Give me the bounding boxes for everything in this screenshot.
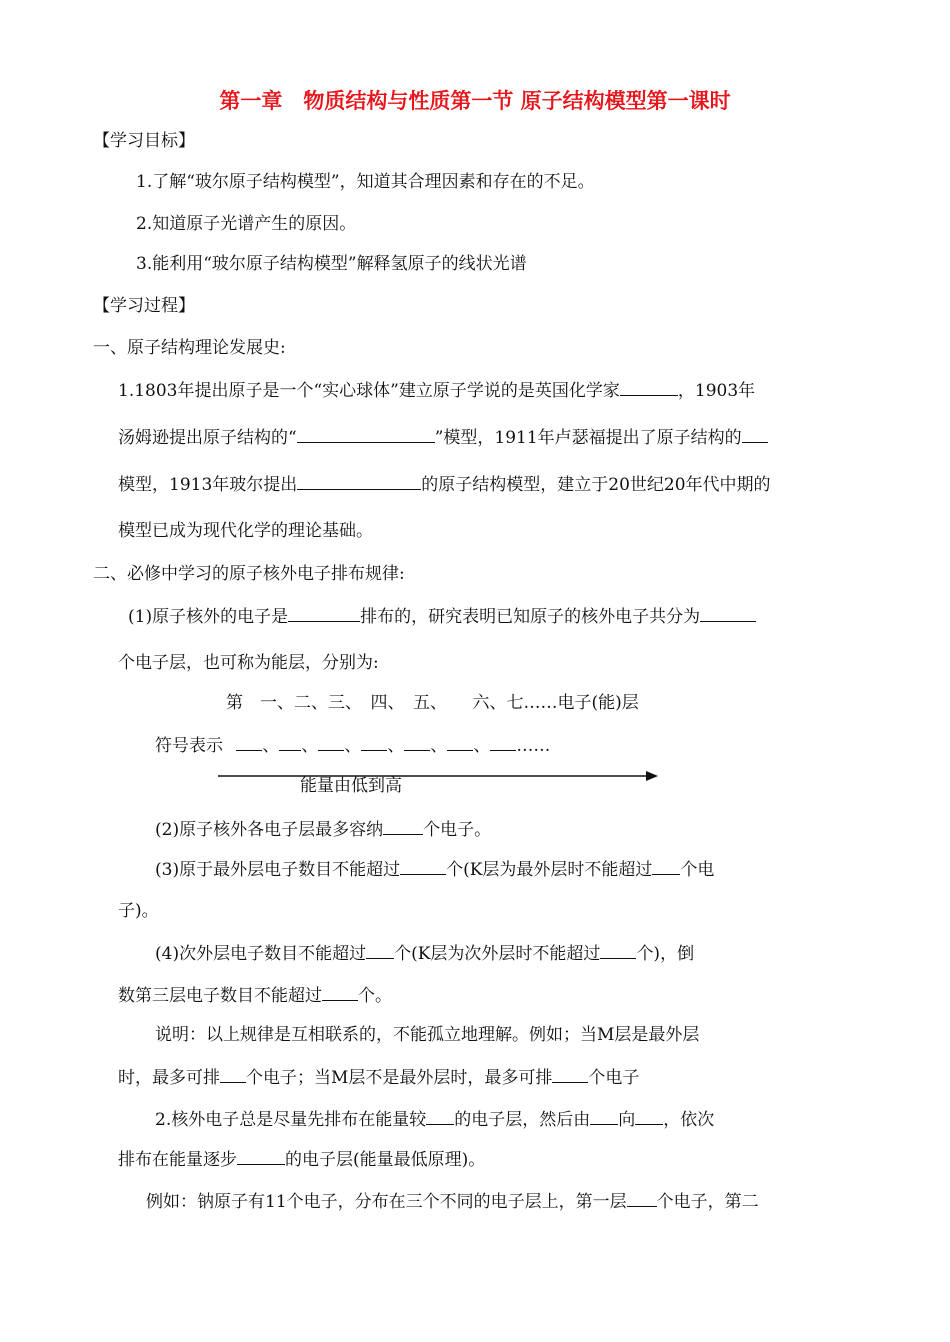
answer-blank[interactable] bbox=[366, 941, 394, 959]
text: 个电子，第二 bbox=[656, 1192, 759, 1212]
goal-item: 1.了解“玻尔原子结构模型”，知道其合理因素和存在的不足。 bbox=[136, 172, 595, 192]
text: 排布在能量逐步 bbox=[118, 1150, 237, 1170]
text: (1)原子核外的电子是 bbox=[128, 607, 289, 627]
answer-blank[interactable] bbox=[600, 941, 636, 959]
dots: …… bbox=[516, 736, 551, 756]
answer-blank[interactable] bbox=[404, 733, 430, 751]
answer-blank[interactable] bbox=[288, 604, 360, 622]
text: 个电 bbox=[680, 860, 715, 880]
goal-item: 2.知道原子光谱产生的原因。 bbox=[136, 214, 357, 234]
text: 向 bbox=[618, 1110, 636, 1130]
text: 个(K层为次外层时不能超过 bbox=[394, 944, 601, 964]
rule-4-line-1 bbox=[155, 941, 694, 966]
text: 2.核外电子总是尽量先排布在能量较 bbox=[155, 1110, 427, 1130]
rule-3-line-2: 子)。 bbox=[118, 901, 159, 921]
rule-q2-line-1 bbox=[155, 1107, 714, 1132]
rule-2 bbox=[155, 817, 491, 842]
history-line-2 bbox=[118, 425, 768, 450]
answer-blank[interactable] bbox=[620, 378, 678, 396]
note-line-2 bbox=[118, 1065, 639, 1090]
answer-blank[interactable] bbox=[279, 733, 301, 751]
answer-blank[interactable] bbox=[742, 425, 768, 443]
text: 数第三层电子数目不能超过 bbox=[118, 986, 322, 1006]
text: 排布的，研究表明已知原子的核外电子共分为 bbox=[360, 607, 701, 627]
text: 的电子层，然后由 bbox=[454, 1110, 591, 1130]
text: 1.1803年提出原子是一个“实心球体”建立原子学说的是英国化学家 bbox=[118, 381, 620, 401]
example-line bbox=[146, 1189, 759, 1214]
separator: 、 bbox=[473, 736, 491, 756]
answer-blank[interactable] bbox=[447, 733, 473, 751]
answer-blank[interactable] bbox=[220, 1065, 246, 1083]
answer-blank[interactable] bbox=[297, 425, 435, 443]
text: (2)原子核外各电子层最多容纳 bbox=[155, 820, 384, 840]
history-line-3 bbox=[118, 472, 771, 497]
goals-heading: 【学习目标】 bbox=[93, 131, 195, 151]
rule-3-line-1 bbox=[155, 857, 714, 882]
answer-blank[interactable] bbox=[552, 1065, 588, 1083]
text: (4)次外层电子数目不能超过 bbox=[155, 944, 367, 964]
text: 个(K层为最外层时不能超过 bbox=[446, 860, 653, 880]
text: 的电子层(能量最低原理)。 bbox=[285, 1150, 486, 1170]
section-2-heading: 二、必修中学习的原子核外电子排布规律: bbox=[93, 564, 405, 584]
note-line-1: 说明：以上规律是互相联系的，不能孤立地理解。例如；当M层是最外层 bbox=[155, 1025, 700, 1045]
history-line-4: 模型已成为现代化学的理论基础。 bbox=[118, 521, 373, 541]
answer-blank[interactable] bbox=[361, 733, 387, 751]
rule-q2-line-2 bbox=[118, 1147, 485, 1172]
answer-blank[interactable] bbox=[400, 857, 446, 875]
text: 个。 bbox=[358, 986, 392, 1006]
answer-blank[interactable] bbox=[236, 733, 262, 751]
goal-item: 3.能利用“玻尔原子结构模型”解释氢原子的线状光谱 bbox=[136, 254, 527, 274]
text: 个)，倒 bbox=[636, 944, 695, 964]
answer-blank[interactable] bbox=[297, 472, 421, 490]
symbol-label: 符号表示 bbox=[155, 736, 223, 756]
text: (3)原于最外层电子数目不能超过 bbox=[155, 860, 401, 880]
text: 个电子；当M层不是最外层时，最多可排 bbox=[246, 1068, 553, 1088]
text: 例如：钠原子有11个电子，分布在三个不同的电子层上，第一层 bbox=[146, 1192, 627, 1212]
answer-blank[interactable] bbox=[322, 983, 358, 1001]
answer-blank[interactable] bbox=[237, 1147, 285, 1165]
text: 汤姆逊提出原子结构的“ bbox=[118, 428, 297, 448]
answer-blank[interactable] bbox=[700, 604, 756, 622]
answer-blank[interactable] bbox=[652, 857, 680, 875]
rule-4-line-2 bbox=[118, 983, 392, 1008]
answer-blank[interactable] bbox=[426, 1107, 454, 1125]
answer-blank[interactable] bbox=[318, 733, 344, 751]
text: 的原子结构模型，建立于20世纪20年代中期的 bbox=[421, 475, 771, 495]
separator: 、 bbox=[387, 736, 405, 756]
text: 模型，1913年玻尔提出 bbox=[118, 475, 298, 495]
text: ”模型，1911年卢瑟福提出了原子结构的 bbox=[434, 428, 742, 448]
separator: 、 bbox=[262, 736, 280, 756]
text: ，1903年 bbox=[677, 381, 756, 401]
history-line-1 bbox=[118, 378, 755, 403]
energy-label: 能量由低到高 bbox=[300, 776, 402, 796]
separator: 、 bbox=[344, 736, 362, 756]
symbol-row bbox=[155, 733, 550, 758]
answer-blank[interactable] bbox=[383, 817, 423, 835]
answer-blank[interactable] bbox=[590, 1107, 618, 1125]
section-1-heading: 一、原子结构理论发展史: bbox=[93, 338, 286, 358]
answer-blank[interactable] bbox=[635, 1107, 663, 1125]
rule-1-line-2: 个电子层，也可称为能层，分别为: bbox=[118, 653, 379, 673]
process-heading: 【学习过程】 bbox=[93, 296, 195, 316]
text: 个电子。 bbox=[423, 820, 492, 840]
answer-blank[interactable] bbox=[490, 733, 516, 751]
separator: 、 bbox=[301, 736, 319, 756]
text: 个电子 bbox=[588, 1068, 640, 1088]
energy-arrow bbox=[218, 770, 658, 782]
text: ，依次 bbox=[663, 1110, 715, 1130]
text: 时，最多可排 bbox=[118, 1068, 220, 1088]
separator: 、 bbox=[430, 736, 448, 756]
rule-1-line-1 bbox=[128, 604, 756, 629]
page-title: 第一章 物质结构与性质第一节 原子结构模型第一课时 bbox=[219, 89, 731, 113]
answer-blank[interactable] bbox=[627, 1189, 657, 1207]
layer-list: 第 一、二、三、 四、 五、 六、七……电子(能)层 bbox=[226, 693, 639, 713]
